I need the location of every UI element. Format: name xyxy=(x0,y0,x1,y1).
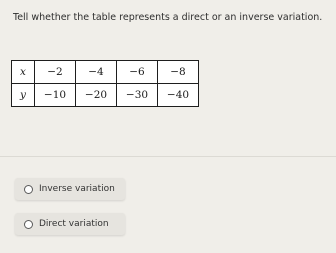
section-divider xyxy=(0,156,336,157)
row-header-y: y xyxy=(12,84,35,107)
table-row-y xyxy=(12,84,199,107)
table-cell: −4 xyxy=(76,61,117,84)
radio-circle-icon[interactable] xyxy=(24,220,33,229)
variation-table xyxy=(11,60,199,107)
table-cell: −40 xyxy=(158,84,199,107)
table-cell: −10 xyxy=(35,84,76,107)
table-cell: −8 xyxy=(158,61,199,84)
table-cell: −6 xyxy=(117,61,158,84)
option-label: Direct variation xyxy=(39,219,109,229)
table-cell: −2 xyxy=(35,61,76,84)
question-text: Tell whether the table represents a direct or an inverse variation. xyxy=(13,12,323,23)
option-direct-variation[interactable] xyxy=(15,213,125,235)
table-row-x xyxy=(12,61,199,84)
option-inverse-variation[interactable] xyxy=(15,178,125,200)
row-header-x: x xyxy=(12,61,35,84)
table-cell: −30 xyxy=(117,84,158,107)
radio-circle-icon[interactable] xyxy=(24,185,33,194)
table-cell: −20 xyxy=(76,84,117,107)
option-label: Inverse variation xyxy=(39,184,115,194)
